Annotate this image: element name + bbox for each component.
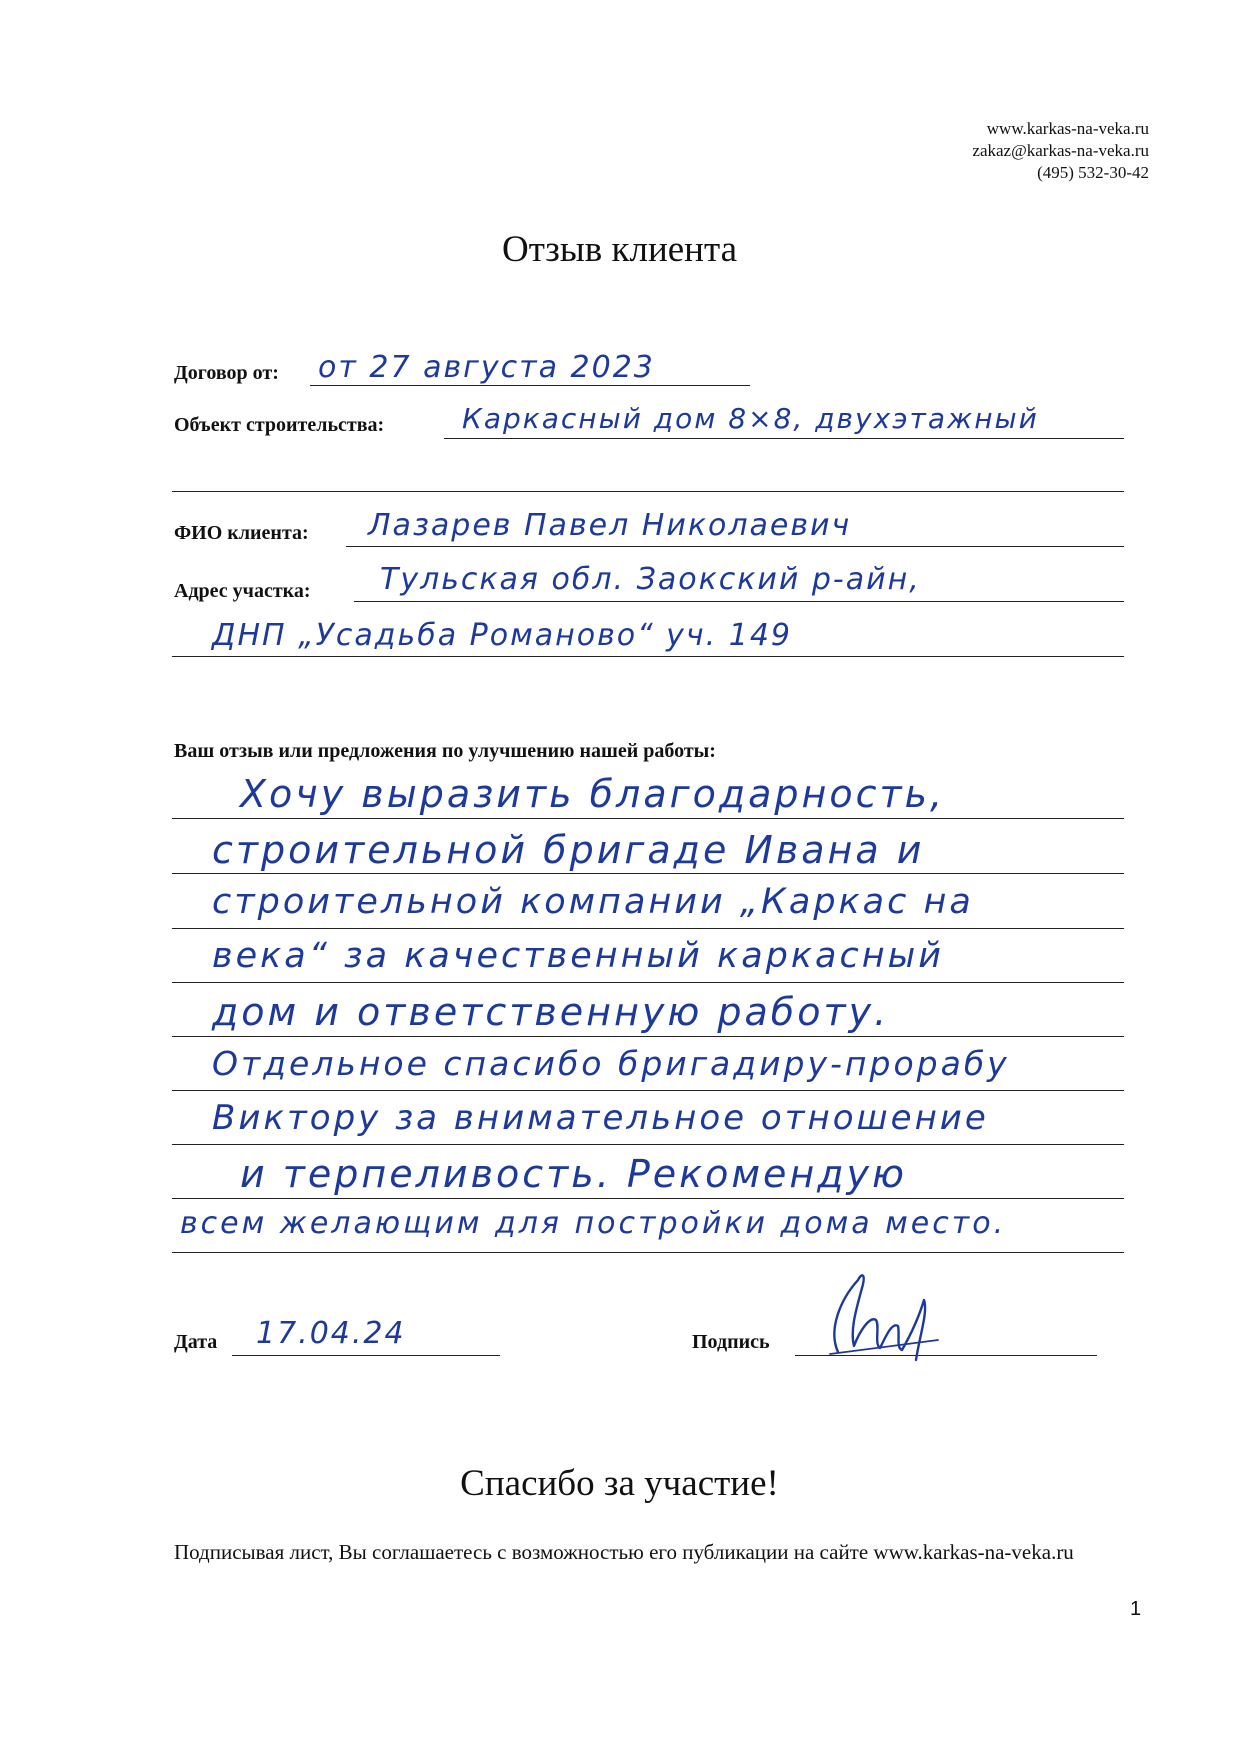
review-line (172, 1090, 1124, 1091)
handwritten-signature (820, 1260, 950, 1370)
object-value: Каркасный дом 8×8, двухэтажный (462, 402, 1039, 435)
client-value: Лазарев Павел Николаевич (368, 508, 852, 543)
thanks-message: Спасибо за участие! (460, 1463, 779, 1504)
consent-note: Подписывая лист, Вы соглашаетесь с возможностью его публикации на сайте www.karkas-na-veka.ru (174, 1540, 1074, 1564)
date-value: 17.04.24 (256, 1316, 406, 1351)
client-label: ФИО клиента: (174, 522, 309, 544)
address-value-1: Тульская обл. Заокский р-айн, (380, 562, 921, 597)
review-line (172, 873, 1124, 874)
review-line (172, 982, 1124, 983)
page-number: 1 (1130, 1598, 1142, 1620)
address-line (354, 601, 1124, 602)
date-line (232, 1355, 500, 1356)
review-text-line: Отдельное спасибо бригадиру-прорабу (212, 1044, 1010, 1083)
object-label: Объект строительства: (174, 414, 385, 436)
object-line (444, 438, 1124, 439)
contract-value: от 27 августа 2023 (318, 350, 655, 385)
review-line (172, 1252, 1124, 1253)
review-text-line: и терпеливость. Рекомендую (240, 1152, 907, 1196)
review-line (172, 1144, 1124, 1145)
review-line (172, 1036, 1124, 1037)
review-text-line: дом и ответственную работу. (212, 990, 890, 1034)
review-text-line: строительной компании „Каркас на (212, 882, 974, 922)
website-text: www.karkas-na-veka.ru (986, 119, 1149, 138)
review-text-line: века“ за качественный каркасный (212, 936, 944, 976)
page-title: Отзыв клиента (501, 229, 738, 270)
address-value-2: ДНП „Усадьба Романово“ уч. 149 (212, 618, 792, 653)
review-line (172, 1198, 1124, 1199)
review-line (172, 928, 1124, 929)
client-line (346, 546, 1124, 547)
review-text-line: Виктору за внимательное отношение (212, 1098, 989, 1138)
review-text-line: строительной бригаде Ивана и (212, 828, 925, 872)
phone-text: (495) 532-30-42 (1037, 163, 1149, 182)
review-label: Ваш отзыв или предложения по улучшению нашей работы: (174, 740, 716, 762)
review-line (172, 818, 1124, 819)
date-label: Дата (174, 1331, 218, 1353)
review-text-line: Хочу выразить благодарность, (240, 772, 946, 816)
address-label: Адрес участка: (174, 580, 311, 602)
company-contacts (849, 118, 1149, 184)
contract-label: Договор от: (174, 362, 279, 384)
contract-line (310, 385, 750, 386)
object-line-2 (172, 491, 1124, 492)
signature-label: Подпись (692, 1331, 770, 1353)
review-text-line: всем желающим для постройки дома место. (180, 1206, 1007, 1241)
address-line-2 (172, 656, 1124, 657)
email-text: zakaz@karkas-na-veka.ru (972, 141, 1149, 160)
